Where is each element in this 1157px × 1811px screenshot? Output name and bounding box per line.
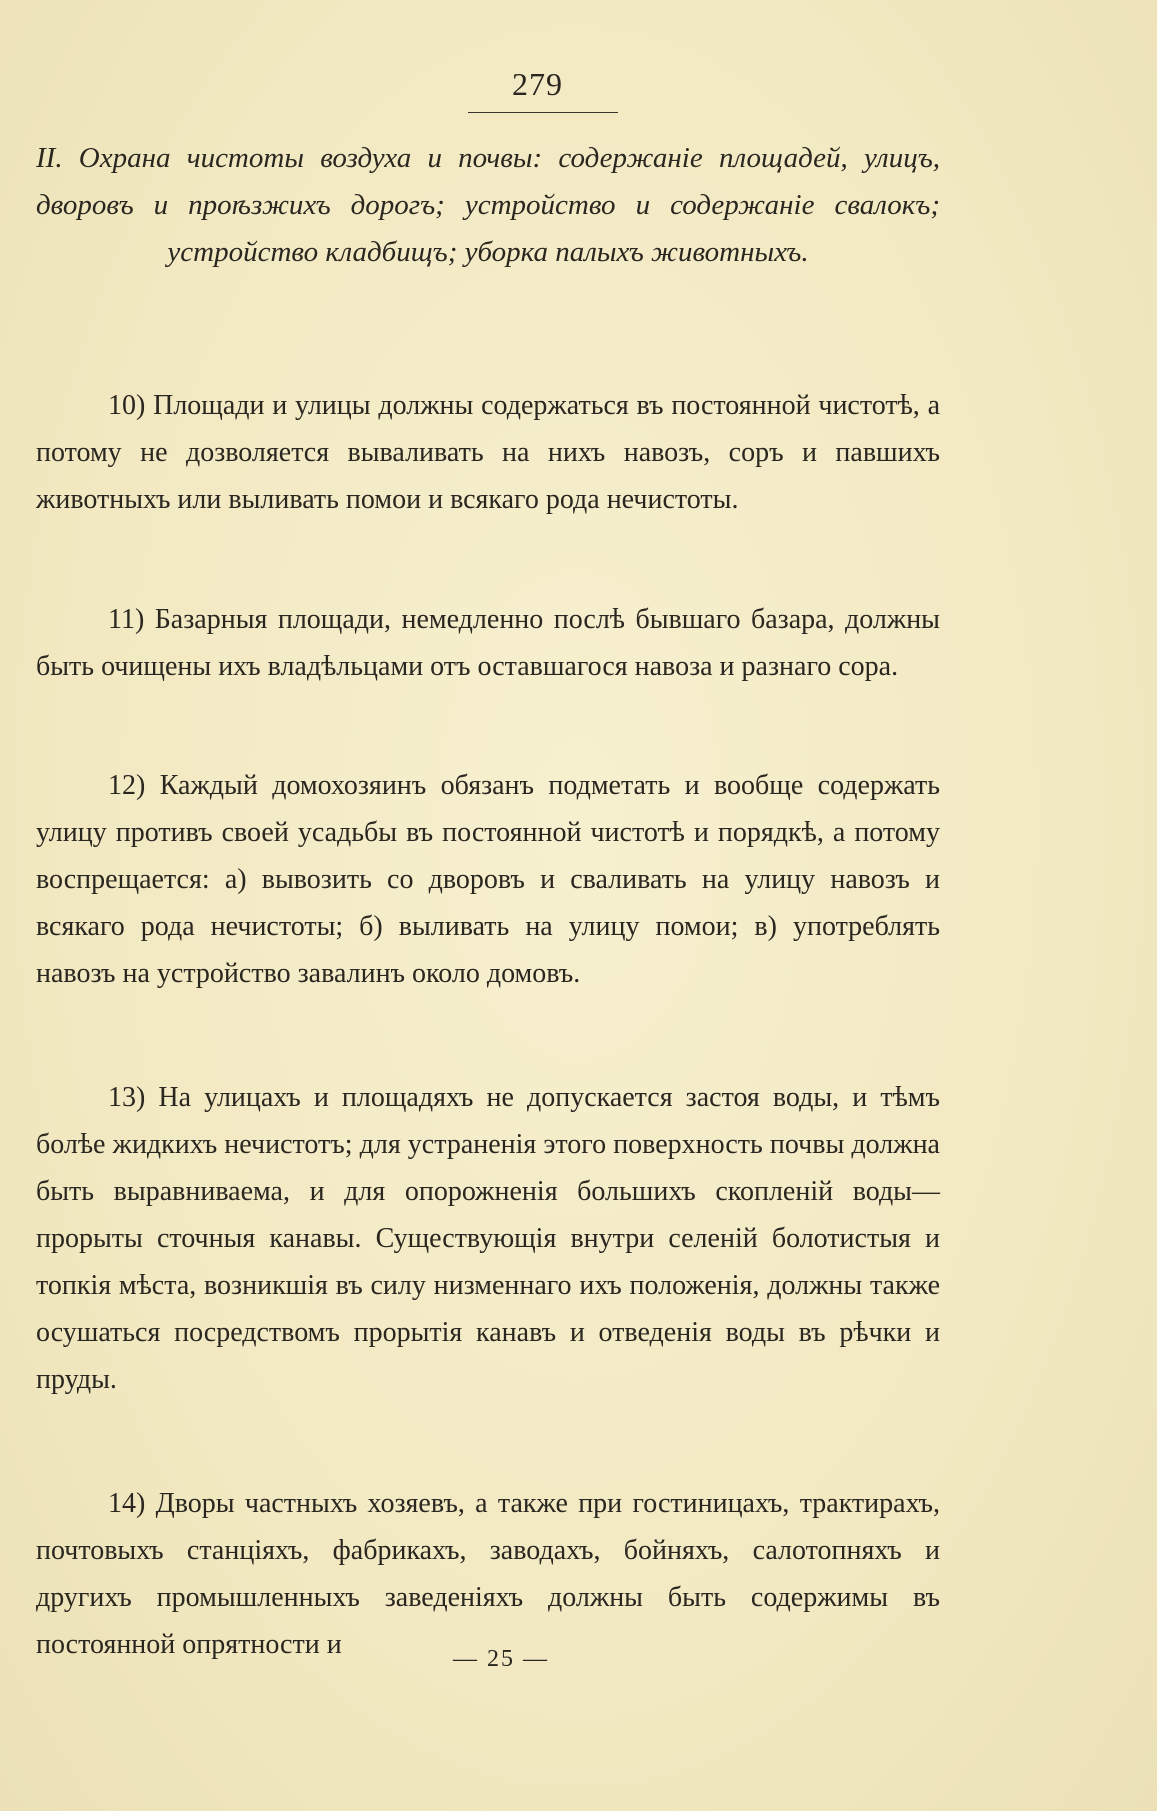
paragraph-14: 14) Дворы частныхъ хозяевъ, а также при гостиницахъ, трактирахъ, почтовыхъ станціяхъ, фабрикахъ, заводахъ, бойняхъ, салотопняхъ и другихъ промышленныхъ заведеніяхъ должны быть содержимы въ постоянной опрятности и (36, 1488, 940, 1660)
page-number: 279 (512, 66, 563, 102)
paragraph-11: 11) Базарныя площади, немедленно послѣ бывшаго базара, должны быть очищены ихъ владѣльцами отъ оставшагося навоза и разнаго сора. (36, 604, 940, 682)
paragraph-12: 12) Каждый домохозяинъ обязанъ подметать и вообще содержать улицу противъ своей усадьбы въ постоянной чистотѣ и порядкѣ, а потому воспрещается: а) вывозить со дворовъ и сваливать на улицу навозъ и всякаго рода нечистоты; б) выливать на улицу помои; в) употреблять навозъ на устройство завалинъ около домовъ. (36, 770, 940, 989)
section-heading: II. Охрана чистоты воздуха и почвы: содержаніе площадей, улицъ, дворовъ и проѣзжихъ дорогъ; устройство и содержаніе свалокъ; устройство кладбищъ; уборка палыхъ животныхъ. (36, 142, 940, 268)
paragraph-10: 10) Площади и улицы должны содержаться въ постоянной чистотѣ, а потому не дозволяется вываливать на нихъ навозъ, соръ и павшихъ животныхъ или выливать помои и всякаго рода нечистоты. (36, 390, 940, 515)
header-rule (468, 112, 618, 113)
signature-mark: — 25 — (453, 1646, 549, 1672)
paragraph-13: 13) На улицахъ и площадяхъ не допускается застоя воды, и тѣмъ болѣе жидкихъ нечистотъ; для устраненія этого поверхность почвы должна быть выравниваема, и для опорожненія большихъ скопленій воды—прорыты сточныя канавы. Существующія внутри селеній болотистыя и топкія мѣста, возникшія въ силу низменнаго ихъ положенія, должны также осушаться посредствомъ прорытія канавъ и отведенія воды въ рѣчки и пруды. (36, 1082, 940, 1395)
